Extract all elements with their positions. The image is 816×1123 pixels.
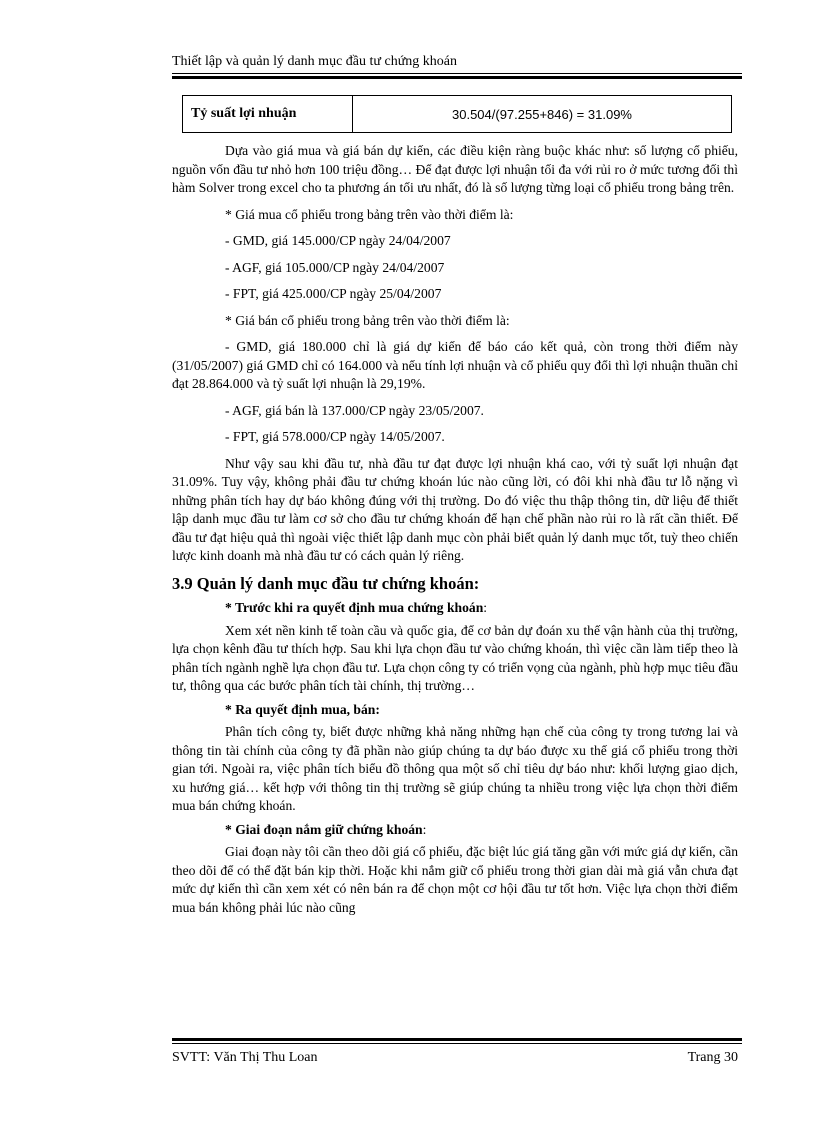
table-label-cell: Tỷ suất lợi nhuận [183,96,353,132]
paragraph-decision: Phân tích công ty, biết được những khả năng những hạn chế của công ty trong tương lai và thông tin tài chính của công ty đã phần nào giúp chúng ta dự báo được xu thế giá cổ phiếu trong thời gian tới. Ngoài ra, việc phân tích biểu đồ thông qua một số chỉ tiêu dự báo như: khối lượng giao dịch, xu hướng giá… kết hợp với thông tin thị trường sẽ giúp chúng ta nhiều trong việc lựa chọn thời điểm mua bán chứng khoán. [172,724,738,813]
subheading-holding-colon: : [422,821,427,837]
footer-rule-thick [172,1038,742,1041]
sell-price-agf: - AGF, giá bán là 137.000/CP ngày 23/05/2007. [225,402,484,418]
header-rule-thick [172,76,742,79]
paragraph-before-buying: Xem xét nền kinh tế toàn cầu và quốc gia, để cơ bản dự đoán xu thế vận hành của thị trường, lựa chọn kênh đầu tư thích hợp. Sau khi lựa chọn đầu tư vào chứng khoán, thì việc cần làm tiếp theo là phân tích ngành nghề lựa chọn đầu tư. Lựa chọn công ty có triển vọng của ngành, phù hợp mục tiêu đầu tư, thông qua các bước phân tích tài chính, thị trường… [172,622,738,693]
subheading-before-buying-colon: : [483,600,488,615]
buy-price-heading: * Giá mua cổ phiếu trong bảng trên vào thời điểm là: [225,206,514,222]
header-title: Thiết lập và quản lý danh mục đầu tư chứng khoán [172,54,457,69]
buy-price-gmd: - GMD, giá 145.000/CP ngày 24/04/2007 [225,233,451,248]
subheading-holding-text: * Giai đoạn nắm giữ chứng khoán [225,821,423,837]
sell-price-gmd: - GMD, giá 180.000 chỉ là giá dự kiến để báo cáo kết quả, còn trong thời điểm này (31/05/2007) giá GMD chỉ có 164.000 và nếu tính lợi nhuận và cổ phiếu quy đổi thì lợi nhuận thuần chỉ đạt 28.864.000 và tỷ suất lợi nhuận là 29,19%. [172,339,738,391]
buy-price-fpt: - FPT, giá 425.000/CP ngày 25/04/2007 [225,286,442,301]
subheading-decision: * Ra quyết định mua, bán: [225,701,380,717]
footer-rule-thin [172,1043,742,1044]
buy-price-agf: - AGF, giá 105.000/CP ngày 24/04/2007 [225,259,445,275]
sell-price-heading: * Giá bán cổ phiếu trong bảng trên vào thời điểm là: [225,312,510,328]
subheading-holding [172,821,738,840]
paragraph-conclusion: Như vậy sau khi đầu tư, nhà đầu tư đạt được lợi nhuận khá cao, với tỷ suất lợi nhuận đạt 31.09%. Tuy vậy, không phải đầu tư chứng khoán lúc nào cũng lời, có đôi khi nhà đầu tư lỗ nặng vì những phân tích hay dự báo không đúng với thị trường. Do đó việc thu thập thông tin, dữ liệu để thiết lập danh mục đầu tư làm cơ sở cho đầu tư chứng khoán để hạn chế phần nào rủi ro là rất cần thiết. Để đầu tư đạt hiệu quả thì ngoài việc thiết lập danh mục còn phải biết quản lý danh mục tốt, tuỳ theo chiến lược kinh doanh mà nhà đầu tư có cách quản lý riêng. [172,455,738,563]
body-content [172,142,738,917]
subheading-before-buying [172,599,738,618]
subheading-before-buying-text: * Trước khi ra quyết định mua chứng khoán [225,600,484,615]
footer-author: SVTT: Văn Thị Thu Loan [172,1050,318,1065]
paragraph-holding: Giai đoạn này tôi cần theo dõi giá cổ phiếu, đặc biệt lúc giá tăng gần với mức giá dự kiến, cần theo dõi để có thể đặt bán kịp thời. Hoặc khi nắm giữ cổ phiếu trong thời gian dài mà giá vẫn chưa đạt mức dự kiến thì cần xem xét có nên bán ra để chọn một cơ hội đầu tư tốt hơn. Việc lựa chọn thời điểm mua bán không phải lúc nào cũng [172,844,738,915]
sell-price-fpt: - FPT, giá 578.000/CP ngày 14/05/2007. [225,429,445,444]
table-value-cell: 30.504/(97.255+846) = 31.09% [452,106,632,122]
section-heading: 3.9 Quản lý danh mục đầu tư chứng khoán: [172,573,480,593]
header-rule-thin [172,73,742,74]
profit-rate-table [182,95,732,133]
paragraph-solver: Dựa vào giá mua và giá bán dự kiến, các điều kiện ràng buộc khác như: số lượng cổ phiếu, nguồn vốn đầu tư nhỏ hơn 100 triệu đồng… Để đạt được lợi nhuận tối đa với rủi ro ở mức tương đối thì hàm Solver trong excel cho ta phương án tối ưu nhất, đó là số lượng từng loại cổ phiếu trong bảng trên. [172,143,738,195]
footer-page-number: Trang 30 [687,1050,738,1065]
